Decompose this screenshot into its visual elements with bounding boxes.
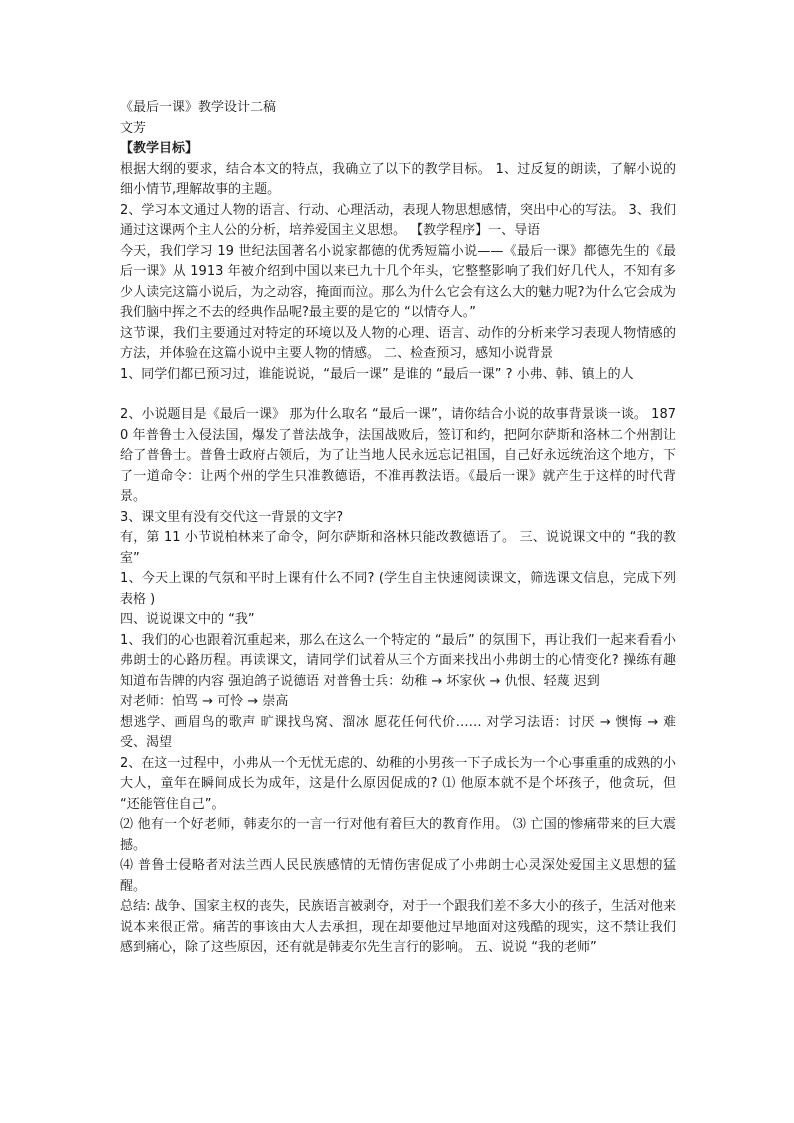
blank-line <box>120 385 676 405</box>
paragraph: ⑵ 他有一个好老师，韩麦尔的一言一行对他有着巨大的教育作用。 ⑶ 亡国的惨痛带来的巨大震撼。 <box>120 817 676 853</box>
paragraph: 想逃学、画眉鸟的歌声 旷课找鸟窝、溜冰 愿花任何代价…… 对学习法语：讨厌 → 懊悔 → 难受、渴望 <box>120 714 676 750</box>
document-title: 《最后一课》教学设计二稿 <box>120 100 277 115</box>
paragraph: 2、小说题目是《最后一课》 那为什么取名 “最后一课”，请你结合小说的故事背景谈一谈。 1870 年普鲁士入侵法国，爆发了普法战争，法国战败后，签订和约，把阿尔萨斯和洛林二个州割让给了普鲁士。普鲁士政府占领后，为了让当地人民永远忘记祖国，自己好永远统治这个地方，下了一道命令：让两个州的学生只准教德语，不准再教法语。《最后一课》就产生于这样的时代背景。 <box>120 407 676 504</box>
paragraph: 1、我们的心也跟着沉重起来，那么在这么一个特定的 “最后” 的氛围下，再让我们一起来看看小弗朗士的心路历程。再读课文，请同学们试着从三个方面来找出小弗朗士的心情变化? 操练有趣 知道布告牌的内容 强迫鸽子说德语 对普鲁士兵：幼稚 → 坏家伙 → 仇恨、轻蔑 迟到 <box>120 632 676 689</box>
document-body <box>120 98 676 959</box>
paragraph: 根据大纲的要求，结合本文的特点，我确立了以下的教学目标。 1、过反复的朗读，了解小说的细小情节,理解故事的主题。 <box>120 161 676 197</box>
paragraph: 对老师：怕骂 → 可怜 → 崇高 <box>120 694 289 709</box>
paragraph: 这节课，我们主要通过对特定的环境以及人物的心理、语言、动作的分析来学习表现人物情感的方法，并体验在这篇小说中主要人物的情感。 二、检查预习，感知小说背景 <box>120 325 676 361</box>
paragraph: 1、同学们都已预习过，谁能说说，“最后一课” 是谁的 “最后一课” ? 小弗、韩、镇上的人 <box>120 366 634 382</box>
paragraph: 四、说说课文中的 “我” <box>120 612 255 627</box>
paragraph: 3、课文里有没有交代这一背景的文字? <box>120 509 344 525</box>
paragraph: 今天，我们学习 19 世纪法国著名小说家都德的优秀短篇小说——《最后一课》都德先生的《最后一课》从 1913 年被介绍到中国以来已九十几个年头，它整整影响了我们好几代人，不知有多少人读完这篇小说后，为之动容，掩面而泣。那么为什么它会有这么大的魅力呢?为什么它会成为我们脑中挥之不去的经典作品呢?最主要的是它的 “以情夺人。” <box>120 243 676 320</box>
paragraph: 1、今天上课的气氛和平时上课有什么不同? (学生自主快速阅读课文，筛选课文信息，完成下列表格 ) <box>120 571 676 607</box>
paragraph: 有，第 11 小节说柏林来了命令，阿尔萨斯和洛林只能改教德语了。 三、说说课文中的 “我的教室” <box>120 530 676 566</box>
paragraph: 总结: 战争、国家主权的丧失，民族语言被剥夺，对于一个跟我们差不多大小的孩子，生活对他来说本来很正常。痛苦的事该由大人去承担，现在却要他过早地面对这残酷的现实，这不禁让我们感到痛心，除了这些原因，还有就是韩麦尔先生言行的影响。 五、说说 “我的老师” <box>120 899 676 955</box>
paragraph: ⑷ 普鲁士侵略者对法兰西人民民族感情的无情伤害促成了小弗朗士心灵深处爱国主义思想的猛醒。 <box>120 858 676 894</box>
document-author: 文芳 <box>120 120 147 136</box>
paragraph: 2、在这一过程中，小弗从一个无忧无虑的、幼稚的小男孩一下子成长为一个心事重重的成熟的小大人，童年在瞬间成长为成年，这是什么原因促成的? ⑴ 他原本就不是个坏孩子，他贪玩，但 “还能管住自己”。 <box>120 755 676 812</box>
paragraph: 2、学习本文通过人物的语言、行动、心理活动，表现人物思想感情，突出中心的写法。 3、我们通过这课两个主人公的分析，培养爱国主义思想。 【教学程序】一、导语 <box>120 202 676 238</box>
section-heading-goals: 【教学目标】 <box>120 141 199 156</box>
